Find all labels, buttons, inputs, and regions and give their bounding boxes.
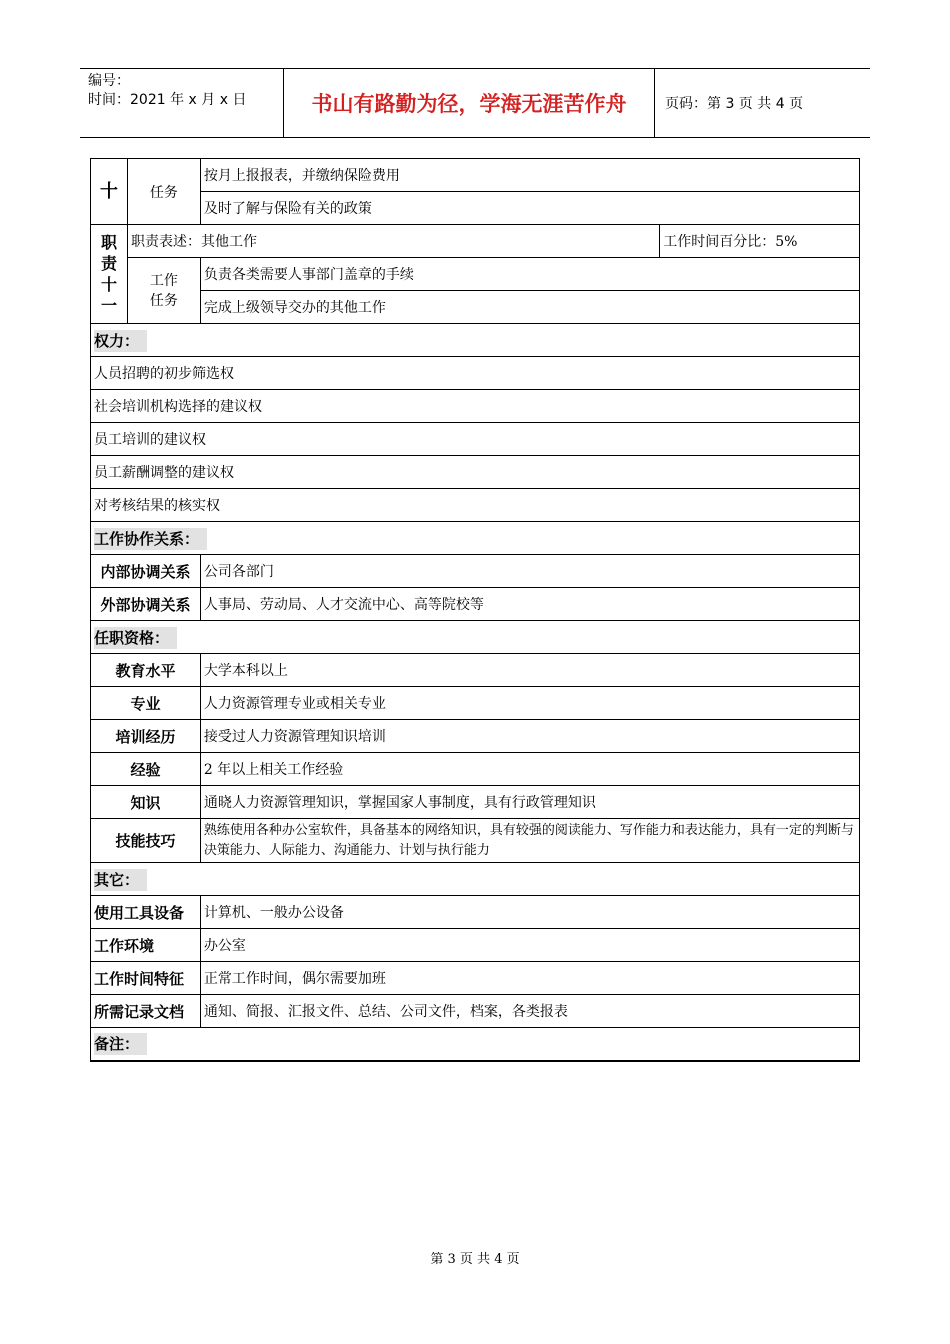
duty11-row-1 xyxy=(91,225,860,258)
qualification-value: 通晓人力资源管理知识，掌握国家人事制度，具有行政管理知识 xyxy=(200,786,859,819)
job-description-table xyxy=(90,158,860,1062)
other-value: 正常工作时间，偶尔需要加班 xyxy=(200,962,859,995)
cooperation-row xyxy=(91,555,860,588)
duty11-title-char: 十 xyxy=(100,275,117,294)
duty11-task-1: 负责各类需要人事部门盖章的手续 xyxy=(200,258,859,291)
remark-row xyxy=(91,1028,860,1061)
other-value: 办公室 xyxy=(200,929,859,962)
cooperation-value: 人事局、劳动局、人才交流中心、高等院校等 xyxy=(200,588,859,621)
cooperation-value: 公司各部门 xyxy=(200,555,859,588)
qualification-row xyxy=(91,753,860,786)
qualification-row xyxy=(91,819,860,863)
qualification-label: 专业 xyxy=(91,687,201,720)
duty11-row-2 xyxy=(91,258,860,291)
authority-item: 员工薪酬调整的建议权 xyxy=(91,456,860,489)
duty10-task-2: 及时了解与保险有关的政策 xyxy=(200,192,859,225)
duty11-title-char: 职 xyxy=(100,233,117,252)
other-label: 使用工具设备 xyxy=(91,896,201,929)
duty11-task-label-line: 任务 xyxy=(149,292,178,309)
duty11-task-label xyxy=(127,258,200,324)
qualification-label: 知识 xyxy=(91,786,201,819)
authority-row xyxy=(91,456,860,489)
cooperation-header-row xyxy=(91,522,860,555)
qualification-value: 熟练使用各种办公室软件，具备基本的网络知识，具有较强的阅读能力、写作能力和表达能力，具有一定的判断与决策能力、人际能力、沟通能力、计划与执行能力 xyxy=(200,819,859,863)
doc-time-label: 时间：2021 年 x 月 x 日 xyxy=(88,92,247,108)
duty10-task-1: 按月上报报表，并缴纳保险费用 xyxy=(200,159,859,192)
duty10-row-2 xyxy=(91,192,860,225)
other-label: 工作时间特征 xyxy=(91,962,201,995)
qualification-row xyxy=(91,720,860,753)
qualification-row xyxy=(91,786,860,819)
header-page-label: 页码：第 3 页 共 4 页 xyxy=(665,96,804,112)
qualification-label: 培训经历 xyxy=(91,720,201,753)
authority-row xyxy=(91,390,860,423)
cooperation-row xyxy=(91,588,860,621)
qualification-section-title: 任职资格： xyxy=(91,621,860,654)
duty11-percent: 工作时间百分比：5% xyxy=(660,225,860,258)
duty11-task-label-line: 工作 xyxy=(149,272,178,289)
qualification-value: 2 年以上相关工作经验 xyxy=(200,753,859,786)
other-section-title: 其它： xyxy=(91,863,860,896)
authority-row xyxy=(91,357,860,390)
other-header-row xyxy=(91,863,860,896)
qualification-label: 技能技巧 xyxy=(91,819,201,863)
doc-number-label: 编号： xyxy=(88,73,130,89)
cooperation-label: 外部协调关系 xyxy=(91,588,201,621)
other-value: 计算机、一般办公设备 xyxy=(200,896,859,929)
other-value: 通知、简报、汇报文件、总结、公司文件，档案，各类报表 xyxy=(200,995,859,1028)
header-motto-cell xyxy=(283,69,655,137)
other-row xyxy=(91,896,860,929)
duty11-title xyxy=(91,225,128,324)
duty11-title-char: 责 xyxy=(100,254,117,273)
remark-section-title: 备注： xyxy=(91,1028,860,1061)
duty11-description: 职责表述：其他工作 xyxy=(127,225,659,258)
qualification-value: 接受过人力资源管理知识培训 xyxy=(200,720,859,753)
cooperation-label: 内部协调关系 xyxy=(91,555,201,588)
other-row xyxy=(91,995,860,1028)
qualification-value: 大学本科以上 xyxy=(200,654,859,687)
qualification-row xyxy=(91,687,860,720)
qualification-row xyxy=(91,654,860,687)
duty10-row-1 xyxy=(91,159,860,192)
header-meta xyxy=(80,69,280,137)
other-row xyxy=(91,929,860,962)
duty11-row-3 xyxy=(91,291,860,324)
other-label: 工作环境 xyxy=(91,929,201,962)
authority-section-title: 权力： xyxy=(91,324,860,357)
cooperation-section-title: 工作协作关系： xyxy=(91,522,860,555)
qualification-header-row xyxy=(91,621,860,654)
duty11-title-char: 一 xyxy=(100,296,117,315)
qualification-label: 教育水平 xyxy=(91,654,201,687)
header-motto: 书山有路勤为径，学海无涯苦作舟 xyxy=(311,92,627,116)
authority-item: 员工培训的建议权 xyxy=(91,423,860,456)
authority-item: 社会培训机构选择的建议权 xyxy=(91,390,860,423)
page-header xyxy=(80,68,870,138)
duty10-number: 十 xyxy=(91,159,128,225)
authority-item: 对考核结果的核实权 xyxy=(91,489,860,522)
duty11-task-2: 完成上级领导交办的其他工作 xyxy=(200,291,859,324)
qualification-value: 人力资源管理专业或相关专业 xyxy=(200,687,859,720)
page-footer: 第 3 页 共 4 页 xyxy=(430,1252,520,1267)
authority-row xyxy=(91,423,860,456)
authority-header-row xyxy=(91,324,860,357)
other-label: 所需记录文档 xyxy=(91,995,201,1028)
authority-item: 人员招聘的初步筛选权 xyxy=(91,357,860,390)
duty10-task-label: 任务 xyxy=(127,159,200,225)
qualification-label: 经验 xyxy=(91,753,201,786)
other-row xyxy=(91,962,860,995)
authority-row xyxy=(91,489,860,522)
